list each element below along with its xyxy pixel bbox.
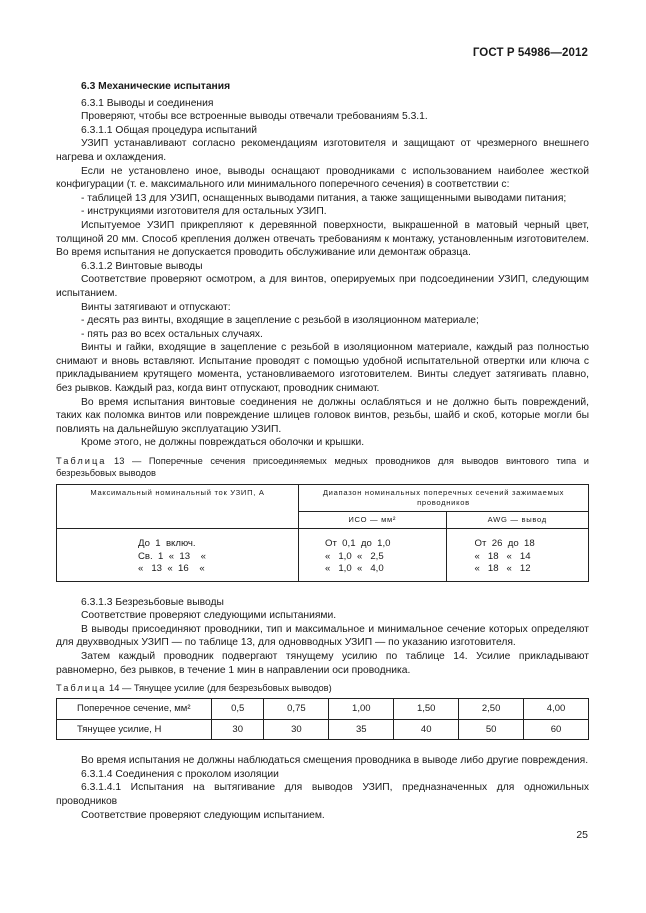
cell: 30 (212, 719, 264, 740)
list-item: - таблицей 13 для УЗИП, оснащенных выводами питания, а также защищенными выводами питания; (81, 192, 567, 204)
table-row: « 18 « 14 (474, 550, 531, 562)
paragraph: Соответствие проверяют осмотром, а для винтов, оперируемых при подсоединении УЗИП, следующим испытанием. (56, 274, 589, 299)
paragraph: УЗИП устанавливают согласно рекомендациям изготовителя и защищают от чрезмерного внешнего нагрева и охлаждения. (56, 138, 589, 163)
cell: 4,00 (524, 699, 589, 720)
caption-text: 13 — Поперечные сечения присоединяемых медных проводников для выводов винтового типа и безрезьбовых выводов (56, 456, 589, 479)
cell: 0,5 (212, 699, 264, 720)
awg-cell (446, 529, 588, 582)
cell: 1,00 (329, 699, 394, 720)
cell: 2,50 (459, 699, 524, 720)
paragraph: Во время испытания не должны наблюдаться смещения проводника в выводе либо другие повреждения. (81, 755, 589, 767)
cell: 0,75 (264, 699, 329, 720)
table-row: От 0,1 до 1,0 (325, 538, 391, 550)
caption-word: Таблица (56, 683, 107, 694)
row-label: Поперечное сечение, мм² (57, 699, 212, 720)
table-13-caption (56, 455, 589, 479)
table-row: « 1,0 « 4,0 (325, 563, 384, 575)
paragraph: Проверяют, чтобы все встроенные выводы отвечали требованиям 5.3.1. (81, 111, 428, 123)
list-item: - пять раз во всех остальных случаях. (81, 328, 263, 340)
document-id: ГОСТ Р 54986—2012 (472, 47, 588, 59)
paragraph: Если не установлено иное, выводы оснащают проводниками с использованием наиболее жесткой конфигурации (т. е. максимального или минимального поперечного сечения) в соответствии с: (56, 165, 589, 191)
cell: 60 (524, 719, 589, 740)
paragraph: В выводы присоединяют проводники, тип и максимальное и минимальное сечение которых определяют для двухвводных УЗИП — по таблице 13, для одновводных УЗИП — по указанию изготовителя. (56, 623, 589, 649)
table-14 (56, 698, 589, 740)
table-row: До 1 включ. (138, 538, 196, 550)
paragraph: Винты и гайки, входящие в зацепление с резьбой в изоляционном материале, каждый раз полностью снимают и вновь вставляют. Испытание проводят с помощью удобной испытательной отвертки или ключа с прикладыванием крутящего момента, установливаемого изготовителем. Винты следует затягивать плавно, без рывков. Каждый раз, когда винт отпускают, проводник снимают. (56, 342, 589, 395)
caption-text: 14 — Тянущее усилие (для безрезьбовых выводов) (106, 683, 332, 694)
paragraph: 6.3.1 Выводы и соединения (81, 97, 214, 109)
table-13 (56, 484, 589, 582)
paragraph: 6.3.1.2 Винтовые выводы (81, 260, 203, 272)
table-row: « 18 « 12 (474, 563, 531, 575)
paragraph: 6.3.1.4 Соединения с проколом изоляции (81, 768, 279, 780)
cell: 50 (459, 719, 524, 740)
paragraph: Кроме этого, не должны повреждаться оболочки и крышки. (81, 437, 365, 449)
table-row (57, 719, 589, 740)
row-label: Тянущее усилие, Н (57, 719, 212, 740)
table-row: Св. 1 « 13 « (138, 550, 207, 562)
section-title: 6.3 Механические испытания (81, 81, 231, 92)
paragraph: Затем каждый проводник подвергают тянущему усилию по таблице 14. Усилие прикладывают равномерно, без рывков, в течение 1 мин в направлении оси проводника. (56, 650, 589, 676)
mm-cell (299, 529, 447, 582)
page-content (56, 80, 589, 822)
list-item: - десять раз винты, входящие в зацепление с резьбой в изоляционном материале; (81, 315, 479, 327)
header-awg: AWG — вывод (446, 512, 588, 529)
paragraph: 6.3.1.1 Общая процедура испытаний (81, 124, 257, 136)
header-range: Диапазон номинальных поперечных сечений зажимаемых проводников (299, 485, 589, 512)
table-row: От 26 до 18 (474, 538, 535, 550)
cell: 35 (329, 719, 394, 740)
page-number: 25 (576, 829, 588, 841)
paragraph: Соответствие проверяют следующими испытаниями. (81, 610, 337, 622)
cell: 40 (394, 719, 459, 740)
caption-word: Таблица (56, 456, 107, 467)
paragraph: Соответствие проверяют следующим испытанием. (81, 809, 325, 821)
current-cell (57, 529, 299, 582)
table-row (57, 699, 589, 720)
header-mm: ИСО — мм² (299, 512, 447, 529)
paragraph: Во время испытания винтовые соединения не должны ослабляться и не должно быть повреждений, таких как поломка винтов или повреждение шлицев головок винтов, резьбы, шайб и скоб, которые могли бы повлиять на дальнейшую эксплуатацию УЗИП. (56, 396, 589, 435)
paragraph: 6.3.1.3 Безрезьбовые выводы (81, 596, 224, 608)
header-current: Максимальный номинальный ток УЗИП, А (57, 485, 299, 529)
table-row: « 1,0 « 2,5 (325, 550, 384, 562)
paragraph: Винты затягивают и отпускают: (81, 301, 231, 313)
table-row: « 13 « 16 « (138, 563, 205, 575)
cell: 30 (264, 719, 329, 740)
paragraph: 6.3.1.4.1 Испытания на вытягивание для выводов УЗИП, предназначенных для одножильных проводников (56, 782, 589, 808)
list-item: - инструкциями изготовителя для остальных УЗИП. (81, 206, 327, 218)
paragraph: Испытуемое УЗИП прикрепляют к деревянной поверхности, выкрашенной в матовый черный цвет, толщиной 20 мм. Способ крепления должен отвечать требованиям к монтажу, установленным изготовителем. Во время испытания не допускается проводить обслуживание или демонтаж образца. (56, 219, 589, 259)
table-14-caption (56, 682, 589, 694)
cell: 1,50 (394, 699, 459, 720)
